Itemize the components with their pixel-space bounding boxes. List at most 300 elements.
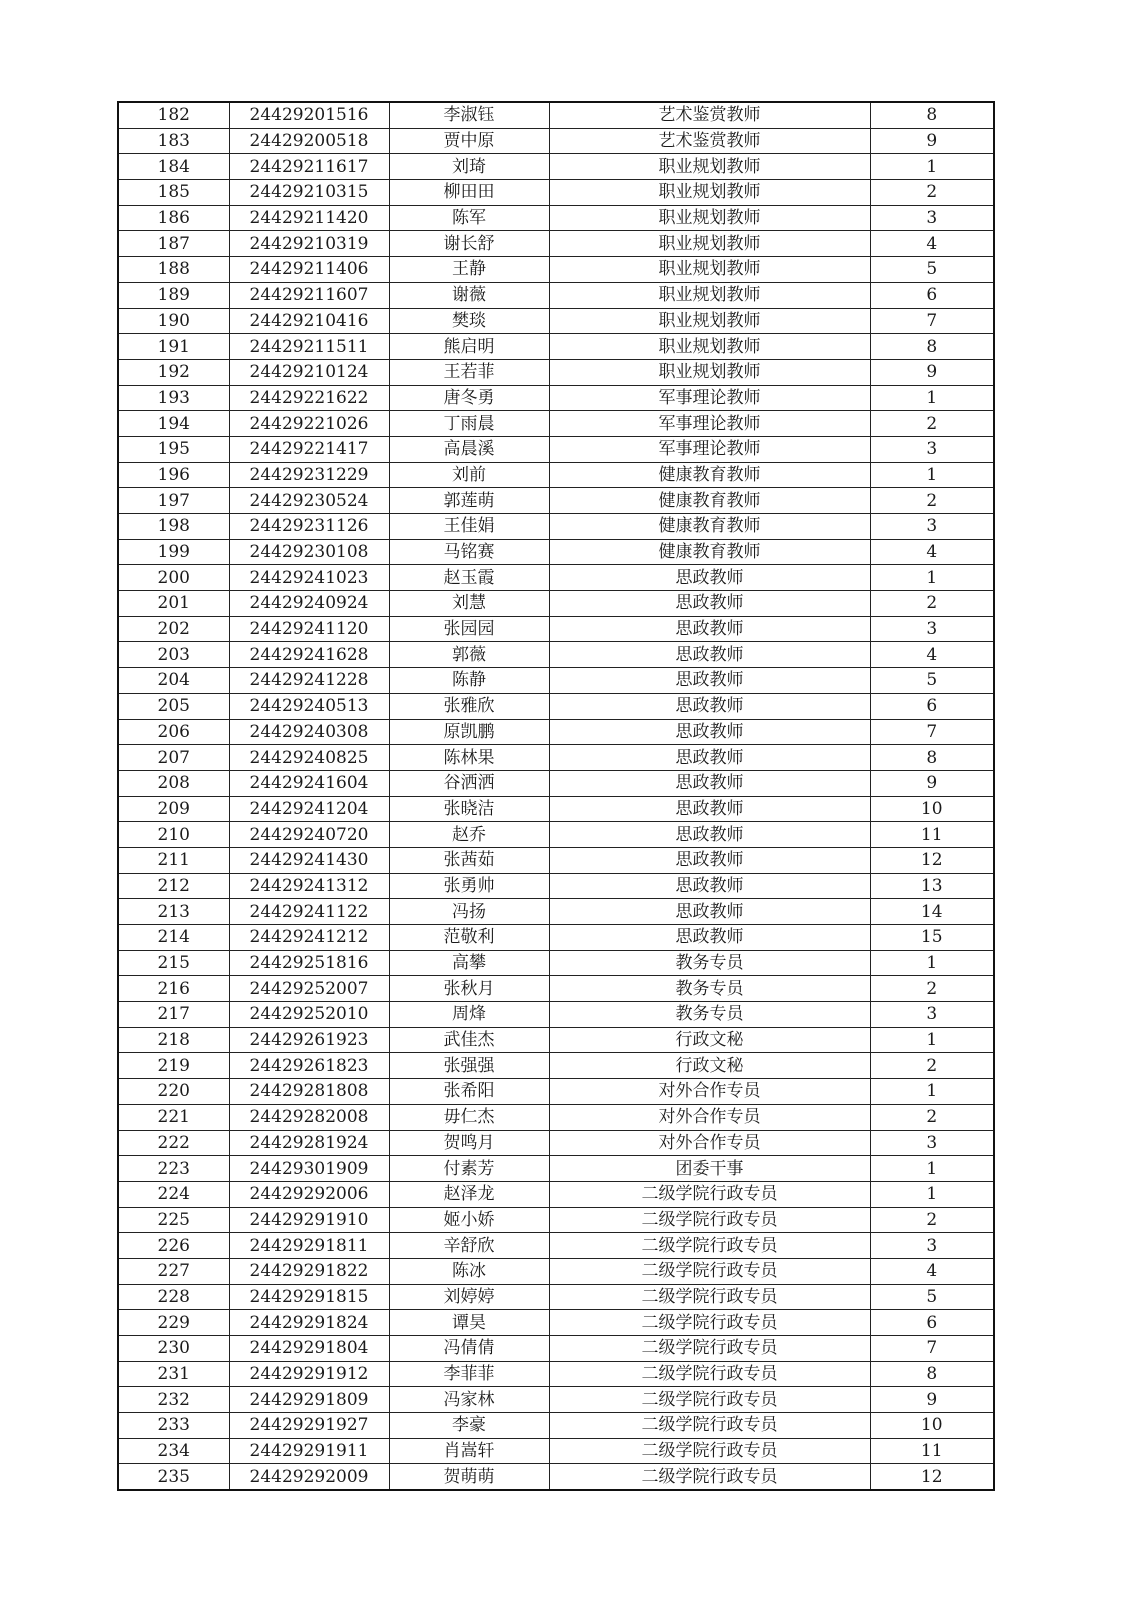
rank-cell: 3 (870, 514, 994, 540)
position-cell: 二级学院行政专员 (549, 1413, 870, 1439)
rank-cell: 2 (870, 411, 994, 437)
table-row (118, 1310, 994, 1336)
table-row (118, 1156, 994, 1182)
position-cell: 团委干事 (549, 1156, 870, 1182)
position-cell: 思政教师 (549, 873, 870, 899)
name-cell: 范敬利 (389, 925, 549, 951)
position-cell: 职业规划教师 (549, 308, 870, 334)
exam-number-cell: 24429292006 (229, 1181, 389, 1207)
position-cell: 二级学院行政专员 (549, 1207, 870, 1233)
name-cell: 贺鸣月 (389, 1130, 549, 1156)
rank-cell: 1 (870, 565, 994, 591)
position-cell: 行政文秘 (549, 1053, 870, 1079)
position-cell: 二级学院行政专员 (549, 1310, 870, 1336)
position-cell: 对外合作专员 (549, 1104, 870, 1130)
rank-cell: 8 (870, 334, 994, 360)
name-cell: 谷洒洒 (389, 770, 549, 796)
position-cell: 思政教师 (549, 770, 870, 796)
serial-number-cell: 228 (118, 1284, 229, 1310)
exam-number-cell: 24429291804 (229, 1336, 389, 1362)
position-cell: 二级学院行政专员 (549, 1464, 870, 1490)
exam-number-cell: 24429261923 (229, 1027, 389, 1053)
exam-number-cell: 24429221417 (229, 436, 389, 462)
rank-cell: 1 (870, 1027, 994, 1053)
position-cell: 二级学院行政专员 (549, 1284, 870, 1310)
name-cell: 王静 (389, 257, 549, 283)
rank-cell: 15 (870, 925, 994, 951)
table-row (118, 180, 994, 206)
rank-cell: 3 (870, 1002, 994, 1028)
name-cell: 陈林果 (389, 745, 549, 771)
name-cell: 李豪 (389, 1413, 549, 1439)
serial-number-cell: 199 (118, 539, 229, 565)
exam-number-cell: 24429252010 (229, 1002, 389, 1028)
rank-cell: 7 (870, 719, 994, 745)
rank-cell: 11 (870, 1438, 994, 1464)
name-cell: 王若菲 (389, 359, 549, 385)
serial-number-cell: 196 (118, 462, 229, 488)
rank-cell: 3 (870, 1233, 994, 1259)
serial-number-cell: 212 (118, 873, 229, 899)
table-row (118, 257, 994, 283)
name-cell: 张晓洁 (389, 796, 549, 822)
exam-number-cell: 24429201516 (229, 102, 389, 128)
table-row (118, 334, 994, 360)
name-cell: 冯家林 (389, 1387, 549, 1413)
table-row (118, 873, 994, 899)
exam-number-cell: 24429230108 (229, 539, 389, 565)
rank-cell: 6 (870, 1310, 994, 1336)
position-cell: 行政文秘 (549, 1027, 870, 1053)
exam-number-cell: 24429210319 (229, 231, 389, 257)
serial-number-cell: 192 (118, 359, 229, 385)
rank-cell: 1 (870, 1181, 994, 1207)
name-cell: 张勇帅 (389, 873, 549, 899)
exam-number-cell: 24429281924 (229, 1130, 389, 1156)
name-cell: 谢薇 (389, 282, 549, 308)
name-cell: 刘婷婷 (389, 1284, 549, 1310)
table-row (118, 950, 994, 976)
serial-number-cell: 230 (118, 1336, 229, 1362)
exam-number-cell: 24429291910 (229, 1207, 389, 1233)
exam-number-cell: 24429221026 (229, 411, 389, 437)
exam-number-cell: 24429291811 (229, 1233, 389, 1259)
exam-number-cell: 24429231229 (229, 462, 389, 488)
position-cell: 二级学院行政专员 (549, 1361, 870, 1387)
name-cell: 贺萌萌 (389, 1464, 549, 1490)
name-cell: 熊启明 (389, 334, 549, 360)
table-row (118, 1104, 994, 1130)
name-cell: 张秋月 (389, 976, 549, 1002)
name-cell: 陈静 (389, 668, 549, 694)
position-cell: 军事理论教师 (549, 411, 870, 437)
table-row (118, 1053, 994, 1079)
rank-cell: 13 (870, 873, 994, 899)
rank-cell: 2 (870, 1104, 994, 1130)
exam-number-cell: 24429230524 (229, 488, 389, 514)
exam-number-cell: 24429252007 (229, 976, 389, 1002)
name-cell: 高攀 (389, 950, 549, 976)
table-row (118, 1387, 994, 1413)
rank-cell: 11 (870, 822, 994, 848)
position-cell: 职业规划教师 (549, 282, 870, 308)
exam-number-cell: 24429301909 (229, 1156, 389, 1182)
exam-number-cell: 24429240513 (229, 693, 389, 719)
name-cell: 郭莲萌 (389, 488, 549, 514)
exam-number-cell: 24429241228 (229, 668, 389, 694)
exam-number-cell: 24429292009 (229, 1464, 389, 1490)
name-cell: 张园园 (389, 616, 549, 642)
rank-cell: 9 (870, 359, 994, 385)
rank-cell: 3 (870, 436, 994, 462)
table-row (118, 1361, 994, 1387)
rank-cell: 2 (870, 488, 994, 514)
exam-number-cell: 24429291912 (229, 1361, 389, 1387)
exam-number-cell: 24429200518 (229, 128, 389, 154)
exam-number-cell: 24429211420 (229, 205, 389, 231)
table-row (118, 1181, 994, 1207)
serial-number-cell: 210 (118, 822, 229, 848)
serial-number-cell: 188 (118, 257, 229, 283)
exam-number-cell: 24429210315 (229, 180, 389, 206)
serial-number-cell: 186 (118, 205, 229, 231)
serial-number-cell: 182 (118, 102, 229, 128)
table-row (118, 1284, 994, 1310)
serial-number-cell: 225 (118, 1207, 229, 1233)
table-row (118, 642, 994, 668)
table-row (118, 1258, 994, 1284)
name-cell: 高晨溪 (389, 436, 549, 462)
rank-cell: 4 (870, 1258, 994, 1284)
table-row (118, 1002, 994, 1028)
rank-cell: 12 (870, 1464, 994, 1490)
position-cell: 二级学院行政专员 (549, 1438, 870, 1464)
table-row (118, 1079, 994, 1105)
rank-cell: 8 (870, 745, 994, 771)
exam-number-cell: 24429241120 (229, 616, 389, 642)
table-row (118, 282, 994, 308)
exam-number-cell: 24429281808 (229, 1079, 389, 1105)
position-cell: 教务专员 (549, 1002, 870, 1028)
name-cell: 陈军 (389, 205, 549, 231)
position-cell: 思政教师 (549, 847, 870, 873)
exam-number-cell: 24429241628 (229, 642, 389, 668)
position-cell: 思政教师 (549, 925, 870, 951)
position-cell: 职业规划教师 (549, 180, 870, 206)
exam-number-cell: 24429211617 (229, 154, 389, 180)
position-cell: 军事理论教师 (549, 385, 870, 411)
serial-number-cell: 233 (118, 1413, 229, 1439)
serial-number-cell: 184 (118, 154, 229, 180)
rank-cell: 8 (870, 1361, 994, 1387)
serial-number-cell: 220 (118, 1079, 229, 1105)
rank-cell: 9 (870, 128, 994, 154)
rank-cell: 2 (870, 180, 994, 206)
position-cell: 二级学院行政专员 (549, 1258, 870, 1284)
serial-number-cell: 235 (118, 1464, 229, 1490)
table-row (118, 1464, 994, 1490)
table-row (118, 1130, 994, 1156)
rank-cell: 6 (870, 282, 994, 308)
position-cell: 二级学院行政专员 (549, 1233, 870, 1259)
exam-number-cell: 24429221622 (229, 385, 389, 411)
position-cell: 思政教师 (549, 745, 870, 771)
rank-cell: 7 (870, 1336, 994, 1362)
rank-cell: 1 (870, 1079, 994, 1105)
name-cell: 张强强 (389, 1053, 549, 1079)
serial-number-cell: 209 (118, 796, 229, 822)
table-row (118, 1207, 994, 1233)
rank-cell: 9 (870, 1387, 994, 1413)
exam-number-cell: 24429241204 (229, 796, 389, 822)
table-row (118, 925, 994, 951)
rank-cell: 14 (870, 899, 994, 925)
table-row (118, 899, 994, 925)
rank-cell: 1 (870, 1156, 994, 1182)
table-row (118, 565, 994, 591)
name-cell: 赵玉霞 (389, 565, 549, 591)
serial-number-cell: 189 (118, 282, 229, 308)
rank-cell: 5 (870, 257, 994, 283)
table-row (118, 385, 994, 411)
rank-cell: 5 (870, 668, 994, 694)
exam-number-cell: 24429241023 (229, 565, 389, 591)
rank-cell: 6 (870, 693, 994, 719)
name-cell: 刘前 (389, 462, 549, 488)
name-cell: 赵泽龙 (389, 1181, 549, 1207)
table-row (118, 462, 994, 488)
table-row (118, 668, 994, 694)
position-cell: 职业规划教师 (549, 257, 870, 283)
rank-cell: 12 (870, 847, 994, 873)
serial-number-cell: 190 (118, 308, 229, 334)
table-row (118, 436, 994, 462)
name-cell: 贾中原 (389, 128, 549, 154)
rank-cell: 4 (870, 642, 994, 668)
exam-number-cell: 24429241312 (229, 873, 389, 899)
exam-number-cell: 24429240308 (229, 719, 389, 745)
exam-number-cell: 24429241212 (229, 925, 389, 951)
table-row (118, 1336, 994, 1362)
table-row (118, 1413, 994, 1439)
table-row (118, 308, 994, 334)
rank-cell: 1 (870, 385, 994, 411)
serial-number-cell: 221 (118, 1104, 229, 1130)
serial-number-cell: 222 (118, 1130, 229, 1156)
table-row (118, 822, 994, 848)
name-cell: 刘琦 (389, 154, 549, 180)
name-cell: 陈冰 (389, 1258, 549, 1284)
serial-number-cell: 207 (118, 745, 229, 771)
name-cell: 李淑钰 (389, 102, 549, 128)
serial-number-cell: 231 (118, 1361, 229, 1387)
name-cell: 张茜茹 (389, 847, 549, 873)
serial-number-cell: 204 (118, 668, 229, 694)
table-row (118, 514, 994, 540)
table-row (118, 745, 994, 771)
name-cell: 刘慧 (389, 591, 549, 617)
table-row (118, 231, 994, 257)
position-cell: 职业规划教师 (549, 231, 870, 257)
name-cell: 姬小娇 (389, 1207, 549, 1233)
rank-cell: 2 (870, 591, 994, 617)
table-row (118, 693, 994, 719)
name-cell: 马铭赛 (389, 539, 549, 565)
exam-number-cell: 24429241122 (229, 899, 389, 925)
table-row (118, 976, 994, 1002)
name-cell: 原凯鹏 (389, 719, 549, 745)
rank-cell: 10 (870, 1413, 994, 1439)
position-cell: 思政教师 (549, 822, 870, 848)
position-cell: 健康教育教师 (549, 488, 870, 514)
exam-number-cell: 24429211511 (229, 334, 389, 360)
position-cell: 对外合作专员 (549, 1079, 870, 1105)
position-cell: 职业规划教师 (549, 154, 870, 180)
exam-number-cell: 24429240720 (229, 822, 389, 848)
rank-cell: 10 (870, 796, 994, 822)
name-cell: 张雅欣 (389, 693, 549, 719)
rank-cell: 8 (870, 102, 994, 128)
table-row (118, 154, 994, 180)
name-cell: 柳田田 (389, 180, 549, 206)
rank-cell: 4 (870, 539, 994, 565)
serial-number-cell: 198 (118, 514, 229, 540)
position-cell: 二级学院行政专员 (549, 1336, 870, 1362)
position-cell: 二级学院行政专员 (549, 1181, 870, 1207)
position-cell: 健康教育教师 (549, 462, 870, 488)
rank-cell: 1 (870, 950, 994, 976)
rank-cell: 7 (870, 308, 994, 334)
position-cell: 职业规划教师 (549, 334, 870, 360)
exam-number-cell: 24429291824 (229, 1310, 389, 1336)
exam-number-cell: 24429261823 (229, 1053, 389, 1079)
position-cell: 二级学院行政专员 (549, 1387, 870, 1413)
rank-cell: 1 (870, 462, 994, 488)
serial-number-cell: 203 (118, 642, 229, 668)
table-row (118, 796, 994, 822)
name-cell: 谭昊 (389, 1310, 549, 1336)
table-row (118, 539, 994, 565)
rank-cell: 4 (870, 231, 994, 257)
rank-cell: 9 (870, 770, 994, 796)
table-row (118, 102, 994, 128)
table-row (118, 205, 994, 231)
rank-cell: 2 (870, 1053, 994, 1079)
serial-number-cell: 227 (118, 1258, 229, 1284)
exam-number-cell: 24429251816 (229, 950, 389, 976)
table-row (118, 1438, 994, 1464)
exam-number-cell: 24429291927 (229, 1413, 389, 1439)
table-row (118, 591, 994, 617)
position-cell: 思政教师 (549, 642, 870, 668)
serial-number-cell: 202 (118, 616, 229, 642)
table-row (118, 847, 994, 873)
name-cell: 张希阳 (389, 1079, 549, 1105)
serial-number-cell: 214 (118, 925, 229, 951)
name-cell: 周烽 (389, 1002, 549, 1028)
table-row (118, 719, 994, 745)
exam-number-cell: 24429210416 (229, 308, 389, 334)
serial-number-cell: 218 (118, 1027, 229, 1053)
table-row (118, 616, 994, 642)
serial-number-cell: 197 (118, 488, 229, 514)
name-cell: 谢长舒 (389, 231, 549, 257)
exam-number-cell: 24429211607 (229, 282, 389, 308)
table-row (118, 128, 994, 154)
name-cell: 李菲菲 (389, 1361, 549, 1387)
name-cell: 毋仁杰 (389, 1104, 549, 1130)
name-cell: 王佳娟 (389, 514, 549, 540)
table-row (118, 359, 994, 385)
name-cell: 冯倩倩 (389, 1336, 549, 1362)
table-row (118, 411, 994, 437)
name-cell: 冯扬 (389, 899, 549, 925)
table-row (118, 1027, 994, 1053)
name-cell: 肖嵩轩 (389, 1438, 549, 1464)
exam-number-cell: 24429240924 (229, 591, 389, 617)
serial-number-cell: 195 (118, 436, 229, 462)
serial-number-cell: 183 (118, 128, 229, 154)
position-cell: 教务专员 (549, 976, 870, 1002)
name-cell: 唐冬勇 (389, 385, 549, 411)
rank-cell: 3 (870, 205, 994, 231)
serial-number-cell: 229 (118, 1310, 229, 1336)
rank-cell: 3 (870, 1130, 994, 1156)
exam-number-cell: 24429210124 (229, 359, 389, 385)
position-cell: 思政教师 (549, 565, 870, 591)
table-row (118, 1233, 994, 1259)
serial-number-cell: 193 (118, 385, 229, 411)
serial-number-cell: 226 (118, 1233, 229, 1259)
serial-number-cell: 217 (118, 1002, 229, 1028)
position-cell: 思政教师 (549, 719, 870, 745)
exam-number-cell: 24429241430 (229, 847, 389, 873)
serial-number-cell: 213 (118, 899, 229, 925)
position-cell: 健康教育教师 (549, 539, 870, 565)
serial-number-cell: 211 (118, 847, 229, 873)
position-cell: 健康教育教师 (549, 514, 870, 540)
rank-cell: 2 (870, 976, 994, 1002)
position-cell: 军事理论教师 (549, 436, 870, 462)
name-cell: 郭薇 (389, 642, 549, 668)
serial-number-cell: 191 (118, 334, 229, 360)
exam-number-cell: 24429291911 (229, 1438, 389, 1464)
position-cell: 对外合作专员 (549, 1130, 870, 1156)
position-cell: 思政教师 (549, 668, 870, 694)
serial-number-cell: 187 (118, 231, 229, 257)
name-cell: 赵乔 (389, 822, 549, 848)
exam-number-cell: 24429231126 (229, 514, 389, 540)
position-cell: 思政教师 (549, 899, 870, 925)
serial-number-cell: 234 (118, 1438, 229, 1464)
exam-number-cell: 24429291822 (229, 1258, 389, 1284)
position-cell: 思政教师 (549, 616, 870, 642)
serial-number-cell: 194 (118, 411, 229, 437)
results-table-body (118, 102, 994, 1490)
rank-cell: 3 (870, 616, 994, 642)
exam-number-cell: 24429211406 (229, 257, 389, 283)
name-cell: 丁雨晨 (389, 411, 549, 437)
exam-number-cell: 24429241604 (229, 770, 389, 796)
name-cell: 辛舒欣 (389, 1233, 549, 1259)
position-cell: 艺术鉴赏教师 (549, 128, 870, 154)
serial-number-cell: 224 (118, 1181, 229, 1207)
rank-cell: 5 (870, 1284, 994, 1310)
table-row (118, 770, 994, 796)
serial-number-cell: 201 (118, 591, 229, 617)
position-cell: 职业规划教师 (549, 205, 870, 231)
position-cell: 思政教师 (549, 591, 870, 617)
